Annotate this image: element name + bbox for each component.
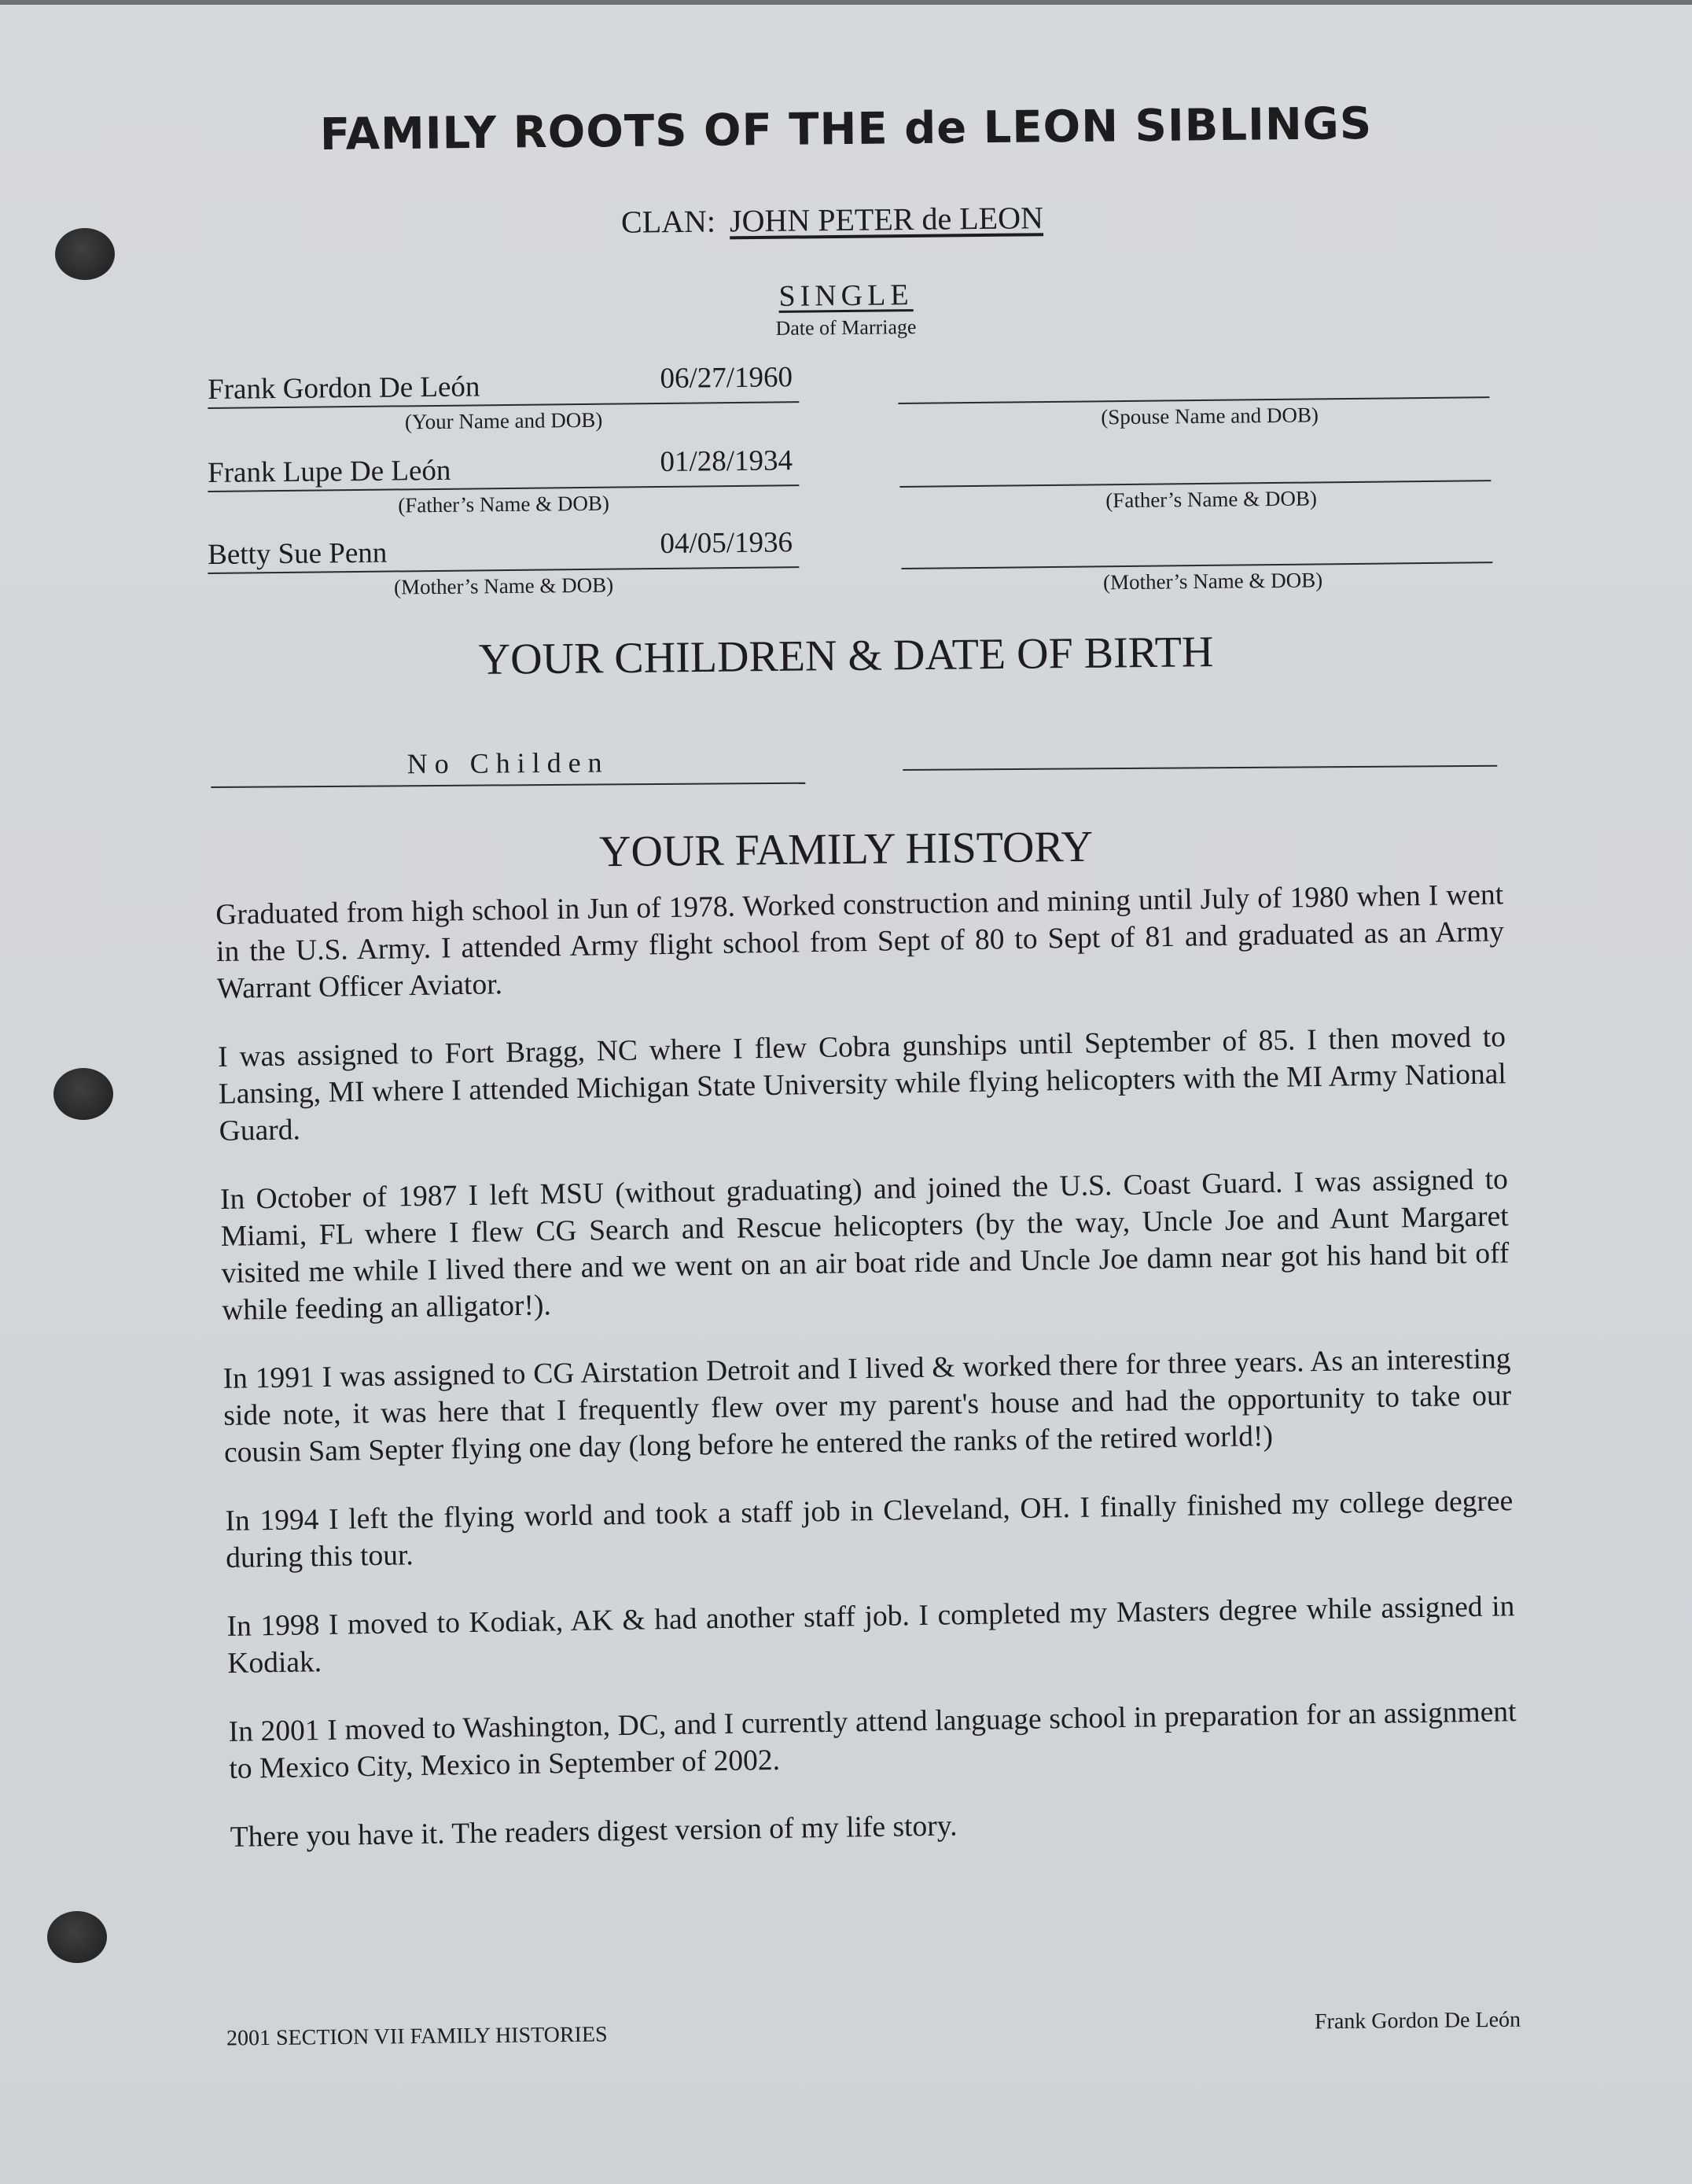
marital-status: SINGLE: [778, 278, 914, 313]
page-top-edge: [0, 0, 1692, 5]
mother-dob: 04/05/1936: [660, 526, 793, 560]
footer-section-label: 2001 SECTION VII FAMILY HISTORIES: [226, 2022, 608, 2051]
history-paragraph-3: In October of 1987 I left MSU (without graduating) and joined the U.S. Coast Guard. I was assigned to Miami, FL where I flew CG Search and Rescue helicopters (by the way, Uncle Joe and Aunt Margaret visited me while I lived there and we went on an air boat ride and Uncle Joe damn near got his hand bit off while feeding an alligator!).: [219, 1163, 1510, 1327]
father-name-caption: (Father’s Name & DOB): [398, 491, 610, 517]
history-paragraph-6: In 1998 I moved to Kodiak, AK & had another staff job. I completed my Masters degree while assigned in Kodiak.: [226, 1590, 1515, 1680]
history-paragraph-4: In 1991 I was assigned to CG Airstation Detroit and I lived & worked there for three years. As an interesting side note, it was here that I frequently flew over my parent's house and had the opportunity to take our cousin Sam Septer flying one day (long before he entered the ranks of the retired world!): [223, 1342, 1512, 1469]
spouse-mother-caption: (Mother’s Name & DOB): [1102, 568, 1323, 595]
children-heading: YOUR CHILDREN & DATE OF BIRTH: [478, 628, 1214, 684]
mother-name-field: [207, 526, 800, 613]
clan-line: [621, 199, 1043, 241]
history-paragraph-1: Graduated from high school in Jun of 1978. Worked construction and mining until July of 1980 when I went in the U.S. Army. I attended Army flight school from Sept of 80 to Sept of 81 and graduated as an Army Warrant Officer Aviator.: [215, 878, 1505, 1005]
spouse-mother-field: [901, 532, 1493, 609]
your-dob: 06/27/1960: [660, 361, 793, 395]
history-paragraph-8: There you have it. The readers digest version of my life story.: [230, 1810, 958, 1854]
mother-name-caption: (Mother’s Name & DOB): [393, 573, 614, 599]
child-entry-2-line: [903, 765, 1497, 771]
page-title: FAMILY ROOTS OF THE de LEON SIBLINGS: [319, 98, 1373, 161]
marital-caption: Date of Marriage: [775, 315, 917, 340]
child-entry-1: [211, 748, 805, 799]
history-body: [215, 876, 1519, 1888]
footer-author-name: Frank Gordon De León: [1314, 2007, 1521, 2035]
clan-label: CLAN:: [620, 203, 716, 240]
child-entry-1-line: [211, 783, 805, 788]
child-entry-1-value: No Childen: [406, 746, 609, 780]
your-name-field: [207, 361, 800, 448]
history-paragraph-2: I was assigned to Fort Bragg, NC where I flew Cobra gunships until September of 85. I then moved to Lansing, MI where I attended Michigan State University while flying helicopters with the MI Army National Guard.: [217, 1021, 1507, 1147]
history-paragraph-7: In 2001 I moved to Washington, DC, and I currently attend language school in preparation for an assignment to Mexico City, Mexico in September of 2002.: [228, 1696, 1517, 1785]
history-heading: YOUR FAMILY HISTORY: [598, 822, 1094, 877]
your-name: Frank Gordon De León: [207, 370, 480, 406]
spouse-name-caption: (Spouse Name and DOB): [1101, 403, 1319, 429]
binder-hole-top: [55, 228, 115, 280]
spouse-name-field: [898, 366, 1490, 444]
father-name-field: [207, 444, 800, 532]
father-name: Frank Lupe De León: [207, 454, 451, 489]
spouse-father-caption: (Father’s Name & DOB): [1105, 486, 1318, 513]
spouse-father-field: [899, 450, 1492, 527]
child-entry-2: [903, 731, 1497, 782]
binder-hole-bottom: [47, 1911, 107, 1963]
mother-name: Betty Sue Penn: [207, 536, 388, 571]
clan-name: JOHN PETER de LEON: [729, 200, 1044, 239]
child-entry-2-value: [903, 727, 1497, 731]
your-name-caption: (Your Name and DOB): [404, 407, 603, 434]
father-dob: 01/28/1934: [660, 444, 793, 478]
history-paragraph-5: In 1994 I left the flying world and took a staff job in Cleveland, OH. I finally finished my college degree during this tour.: [225, 1485, 1514, 1574]
binder-hole-middle: [53, 1068, 113, 1120]
